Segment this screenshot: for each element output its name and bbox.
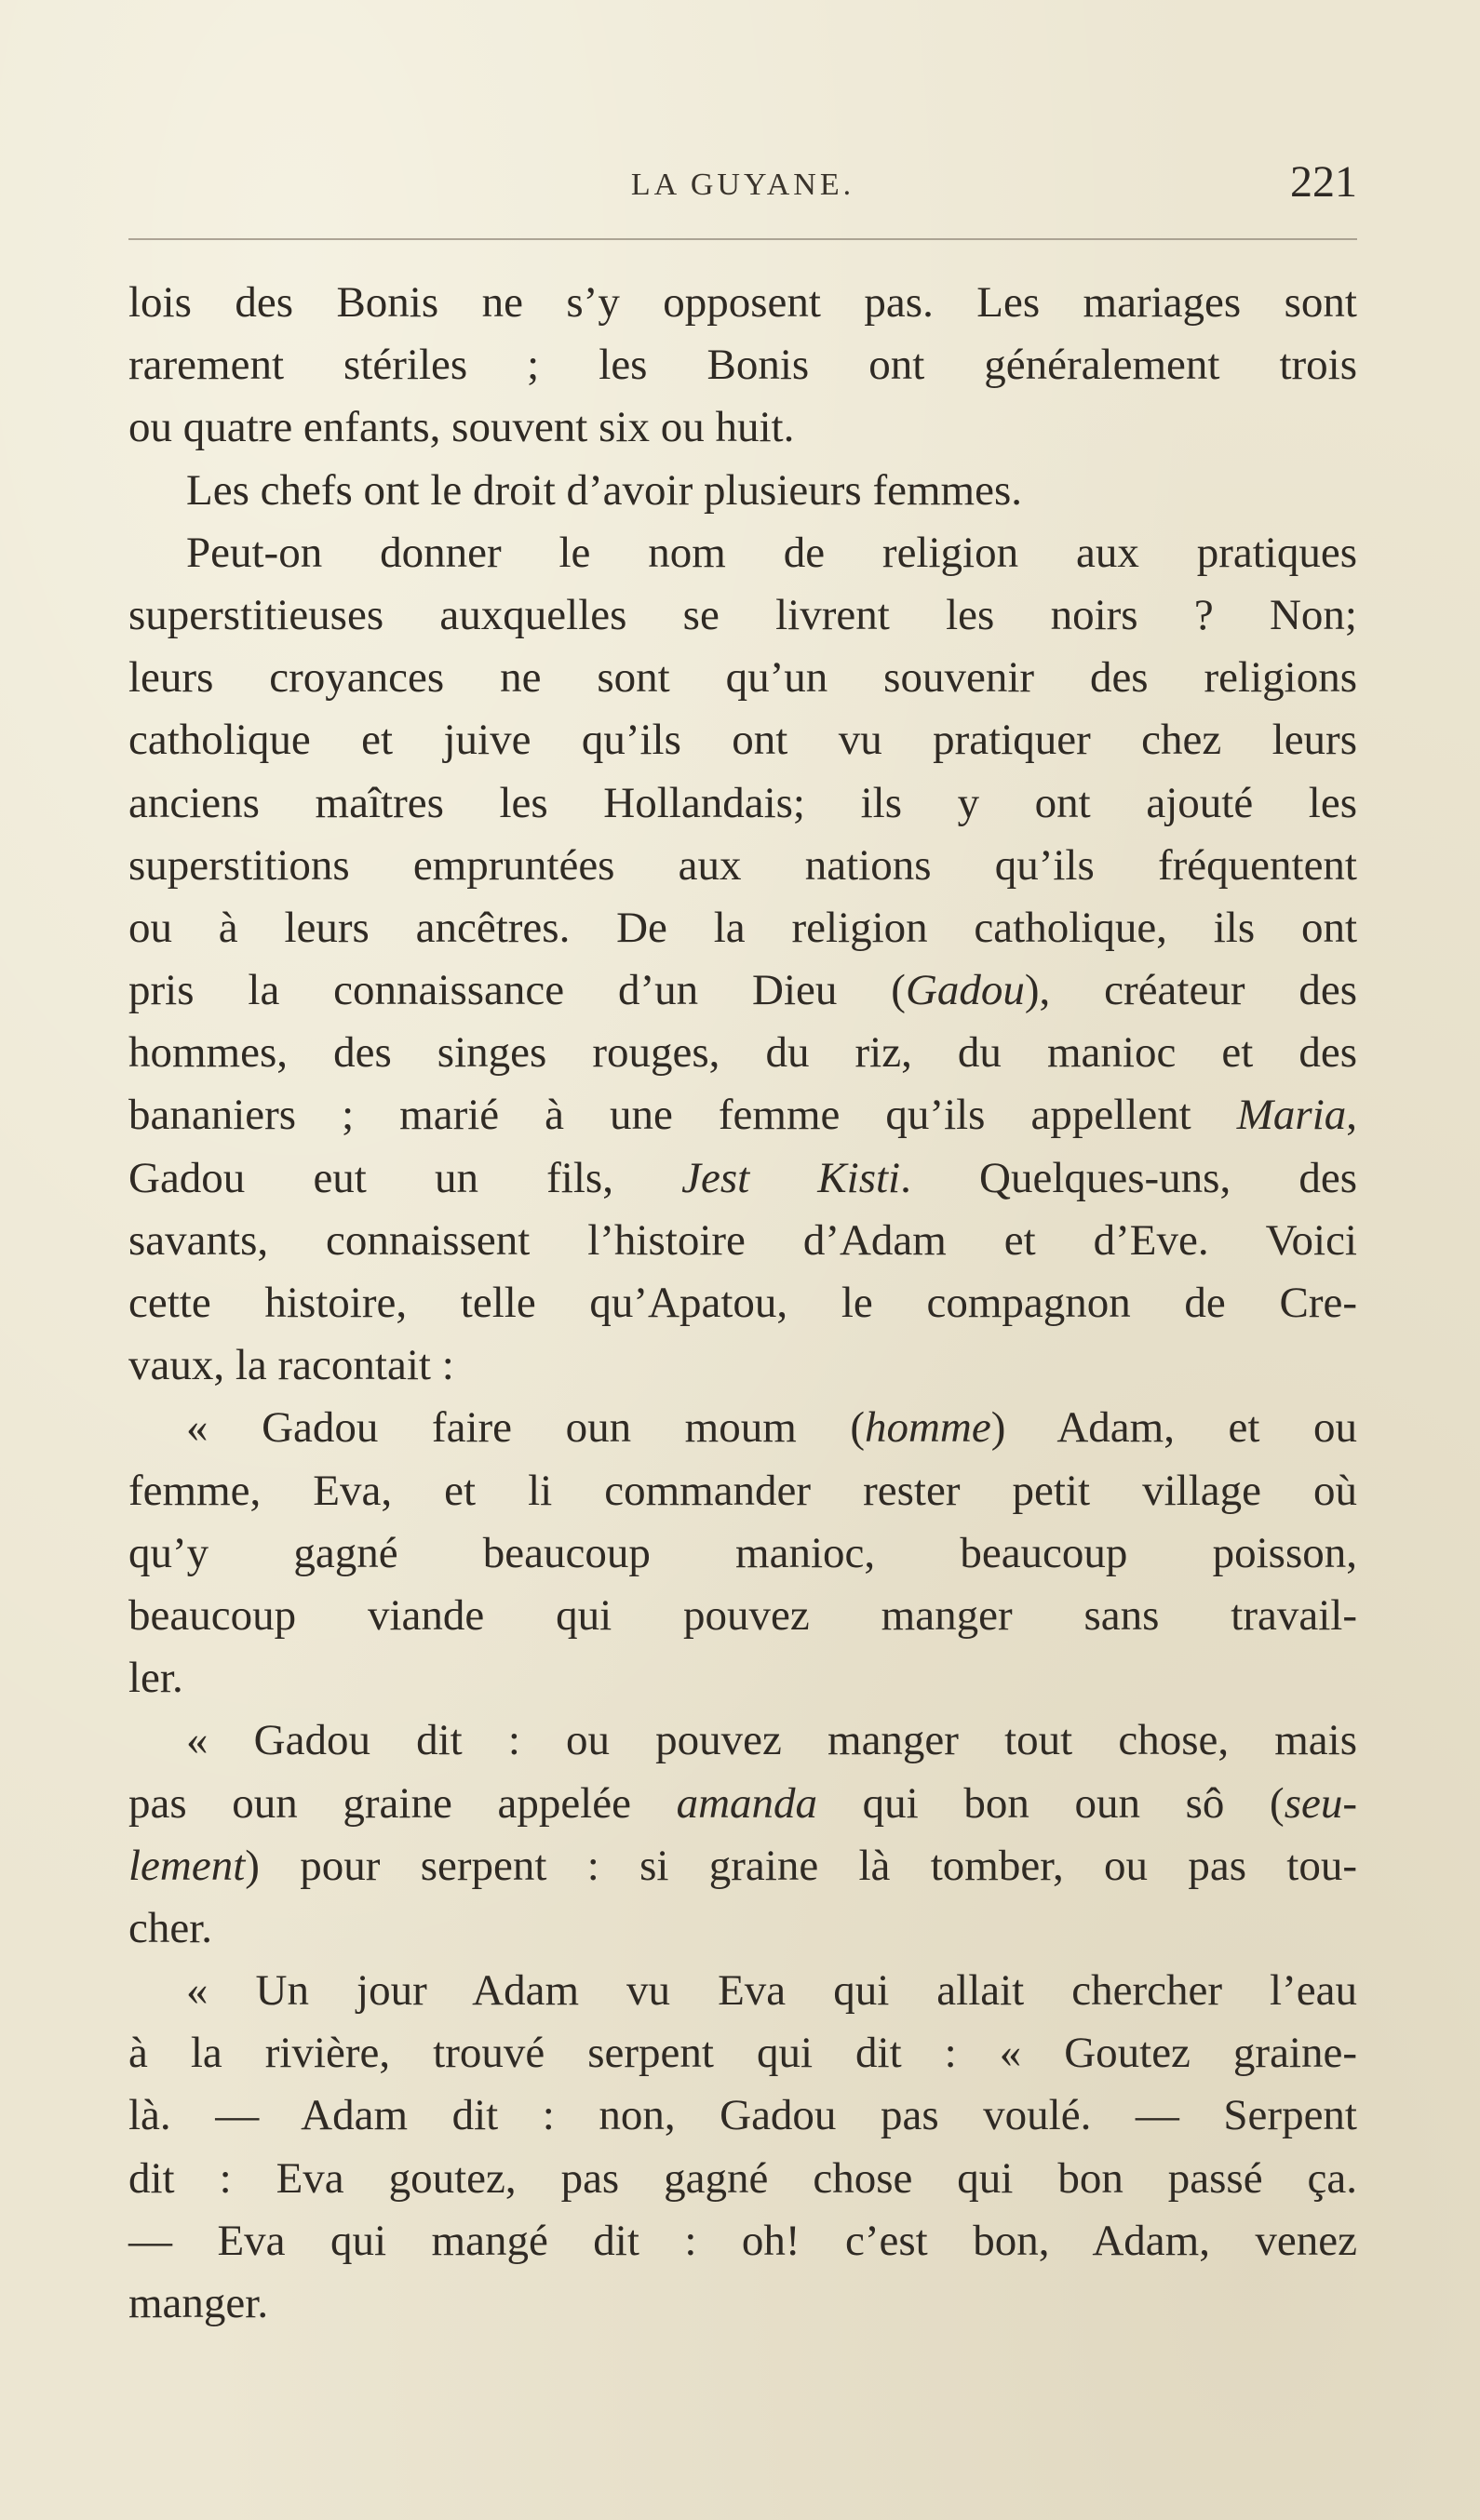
text-segment: « Gadou dit : ou pouvez manger tout chose, mais [186,1716,1357,1765]
text-segment: femme, Eva, et li commander rester petit village où [128,1466,1357,1515]
running-head [128,156,1357,212]
text-line [128,1585,1357,1647]
text-line [128,1897,1357,1960]
text-segment: pas oun graine appelée [128,1778,677,1828]
text-segment: lois des Bonis ne s’y opposent pas. Les mariages sont [128,278,1357,327]
text-segment: Peut-on donner le nom de religion aux pratiques [186,528,1357,577]
text-line [128,2272,1357,2335]
header-rule [128,238,1357,240]
italic-text: Jest Kisti [681,1153,901,1202]
text-line [128,1773,1357,1835]
text-line [128,772,1357,835]
italic-text: seu- [1284,1778,1357,1828]
text-line [128,1022,1357,1084]
text-line [128,959,1357,1022]
body-text [128,272,1357,2335]
text-segment: ou quatre enfants, souvent six ou huit. [128,403,795,452]
text-line [128,2022,1357,2084]
text-segment: leurs croyances ne sont qu’un souvenir des religions [128,653,1357,703]
text-line [128,897,1357,959]
text-segment: rarement stériles ; les Bonis ont généralement trois [128,341,1357,390]
text-segment: Gadou eut un fils, [128,1153,682,1202]
italic-text: Gadou [905,966,1025,1015]
text-segment: Les chefs ont le droit d’avoir plusieurs femmes. [186,465,1022,515]
text-segment: ler. [128,1654,183,1703]
italic-text: amanda [676,1778,818,1828]
text-line [128,460,1357,522]
text-line [128,647,1357,709]
text-line [128,709,1357,771]
italic-text: homme [864,1403,991,1453]
running-title: LA GUYANE. [630,168,855,202]
text-line [128,584,1357,647]
text-line [128,2084,1357,2147]
text-line [128,1522,1357,1585]
text-segment: à la rivière, trouvé serpent qui dit : « Goutez graine- [128,2029,1357,2078]
text-line [128,835,1357,897]
italic-text: lement [128,1841,246,1890]
text-segment: cette histoire, telle qu’Apatou, le compagnon de Cre- [128,1279,1357,1327]
text-segment: . Quelques-uns, des [900,1153,1358,1202]
text-segment: ) Adam, et ou [990,1403,1357,1453]
text-segment: cher. [128,1903,213,1952]
text-segment: beaucoup viande qui pouvez manger sans travail- [128,1590,1357,1640]
text-segment: — Eva qui mangé dit : oh! c’est bon, Adam, venez [128,2216,1357,2265]
text-line [128,1835,1357,1897]
text-segment: superstitieuses auxquelles se livrent les noirs ? Non; [128,590,1357,639]
text-line [128,1084,1357,1146]
text-line [128,1960,1357,2022]
text-line [128,1647,1357,1709]
text-line [128,1460,1357,1522]
text-line [128,272,1357,334]
text-line [128,1210,1357,1272]
text-segment: catholique et juive qu’ils ont vu pratiquer chez leurs [128,716,1357,765]
page-number: 221 [1290,157,1357,207]
text-segment: ), créateur des [1024,966,1358,1015]
text-line [128,522,1357,584]
text-segment: dit : Eva goutez, pas gagné chose qui bon passé ça. [128,2153,1357,2203]
text-segment: hommes, des singes rouges, du riz, du manioc et des [128,1028,1357,1078]
text-segment: « Gadou faire oun moum ( [186,1403,865,1453]
italic-text: Maria [1236,1091,1347,1140]
text-segment: là. — Adam dit : non, Gadou pas voulé. — Serpent [128,2091,1357,2140]
text-segment: « Un jour Adam vu Eva qui allait chercher l’eau [186,1966,1357,2016]
text-segment: superstitions empruntées aux nations qu’ils fréquentent [128,840,1357,890]
text-segment: ou à leurs ancêtres. De la religion catholique, ils ont [128,903,1357,952]
text-segment: qu’y gagné beaucoup manioc, beaucoup poisson, [128,1528,1357,1577]
text-segment: vaux, la racontait : [128,1341,454,1390]
text-line [128,2148,1357,2210]
text-line [128,2210,1357,2272]
text-line [128,396,1357,459]
text-segment: savants, connaissent l’histoire d’Adam et d’Eve. Voici [128,1215,1357,1265]
text-segment: , [1346,1091,1357,1140]
text-segment: pris la connaissance d’un Dieu ( [128,966,906,1015]
text-line [128,1709,1357,1772]
text-segment: qui bon oun sô ( [817,1778,1285,1828]
text-segment: anciens maîtres les Hollandais; ils y ont ajouté les [128,778,1357,827]
text-line [128,1272,1357,1334]
text-line [128,334,1357,396]
text-line [128,1334,1357,1397]
text-line [128,1397,1357,1459]
text-segment: ) pour serpent : si graine là tomber, ou pas tou- [245,1841,1357,1890]
text-segment: bananiers ; marié à une femme qu’ils appellent [128,1091,1237,1140]
text-line [128,1147,1357,1210]
text-segment: manger. [128,2279,269,2327]
